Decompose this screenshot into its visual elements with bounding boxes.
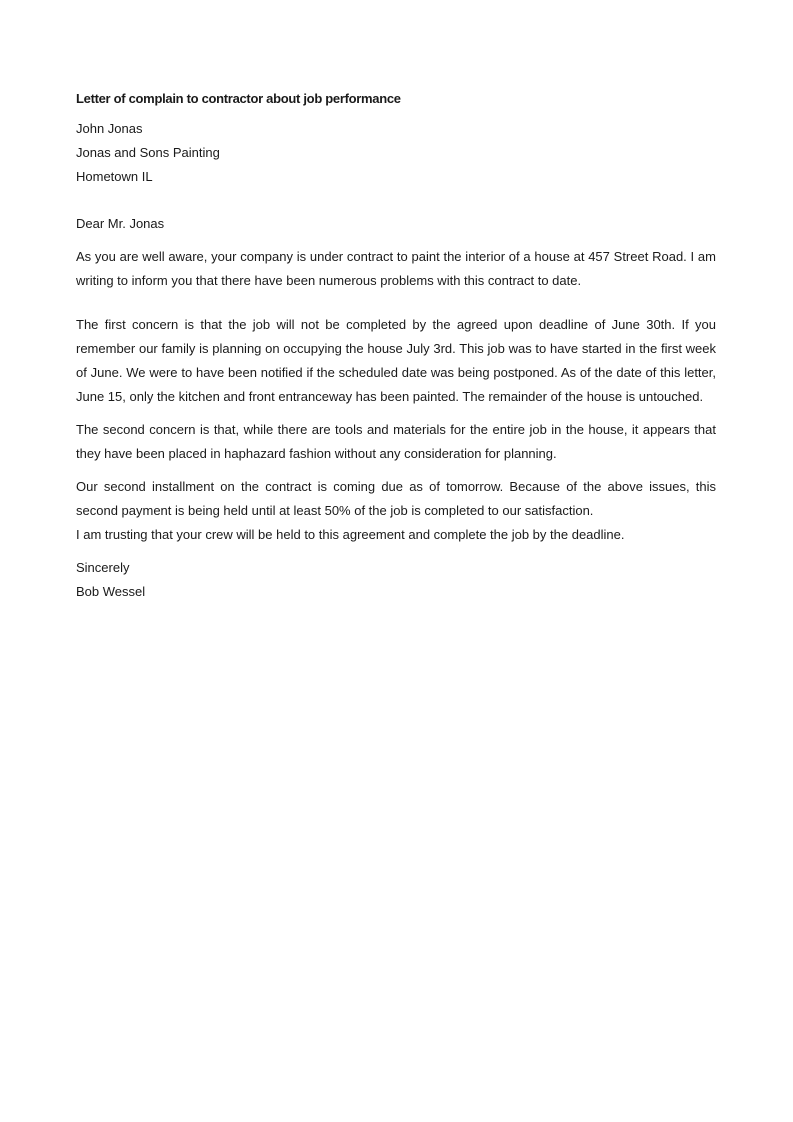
body-paragraph-2: The first concern is that the job will not be completed by the agreed upon deadline of June 30th. If you remember our family is planning on occupying the house July 3rd. This job was to have started in the first week of June. We were to have been notified if the scheduled date was being postponed. As of the date of this letter, June 15, only the kitchen and front entranceway has been painted. The remainder of the house is untouched.: [76, 317, 716, 404]
salutation: Dear Mr. Jonas: [76, 216, 165, 231]
recipient-name: John Jonas: [76, 121, 143, 136]
recipient-block: [76, 117, 716, 189]
recipient-location: Hometown IL: [76, 169, 153, 184]
body-paragraph-3: The second concern is that, while there are tools and materials for the entire job in the house, it appears that they have been placed in haphazard fashion without any consideration for planning.: [76, 422, 716, 461]
closing: Sincerely: [76, 560, 130, 575]
body-paragraph-5: I am trusting that your crew will be held to this agreement and complete the job by the deadline.: [76, 527, 625, 542]
body-paragraph-1: As you are well aware, your company is under contract to paint the interior of a house at 457 Street Road. I am writing to inform you that there have been numerous problems with this contract to date.: [76, 249, 716, 288]
letter-title: Letter of complain to contractor about job performance: [76, 91, 401, 106]
body-paragraph-4: Our second installment on the contract is coming due as of tomorrow. Because of the above issues, this second payment is being held until at least 50% of the job is completed to our satisfaction.: [76, 479, 716, 518]
letter-document: [76, 88, 716, 604]
signature: Bob Wessel: [76, 584, 146, 599]
recipient-company: Jonas and Sons Painting: [76, 145, 220, 160]
